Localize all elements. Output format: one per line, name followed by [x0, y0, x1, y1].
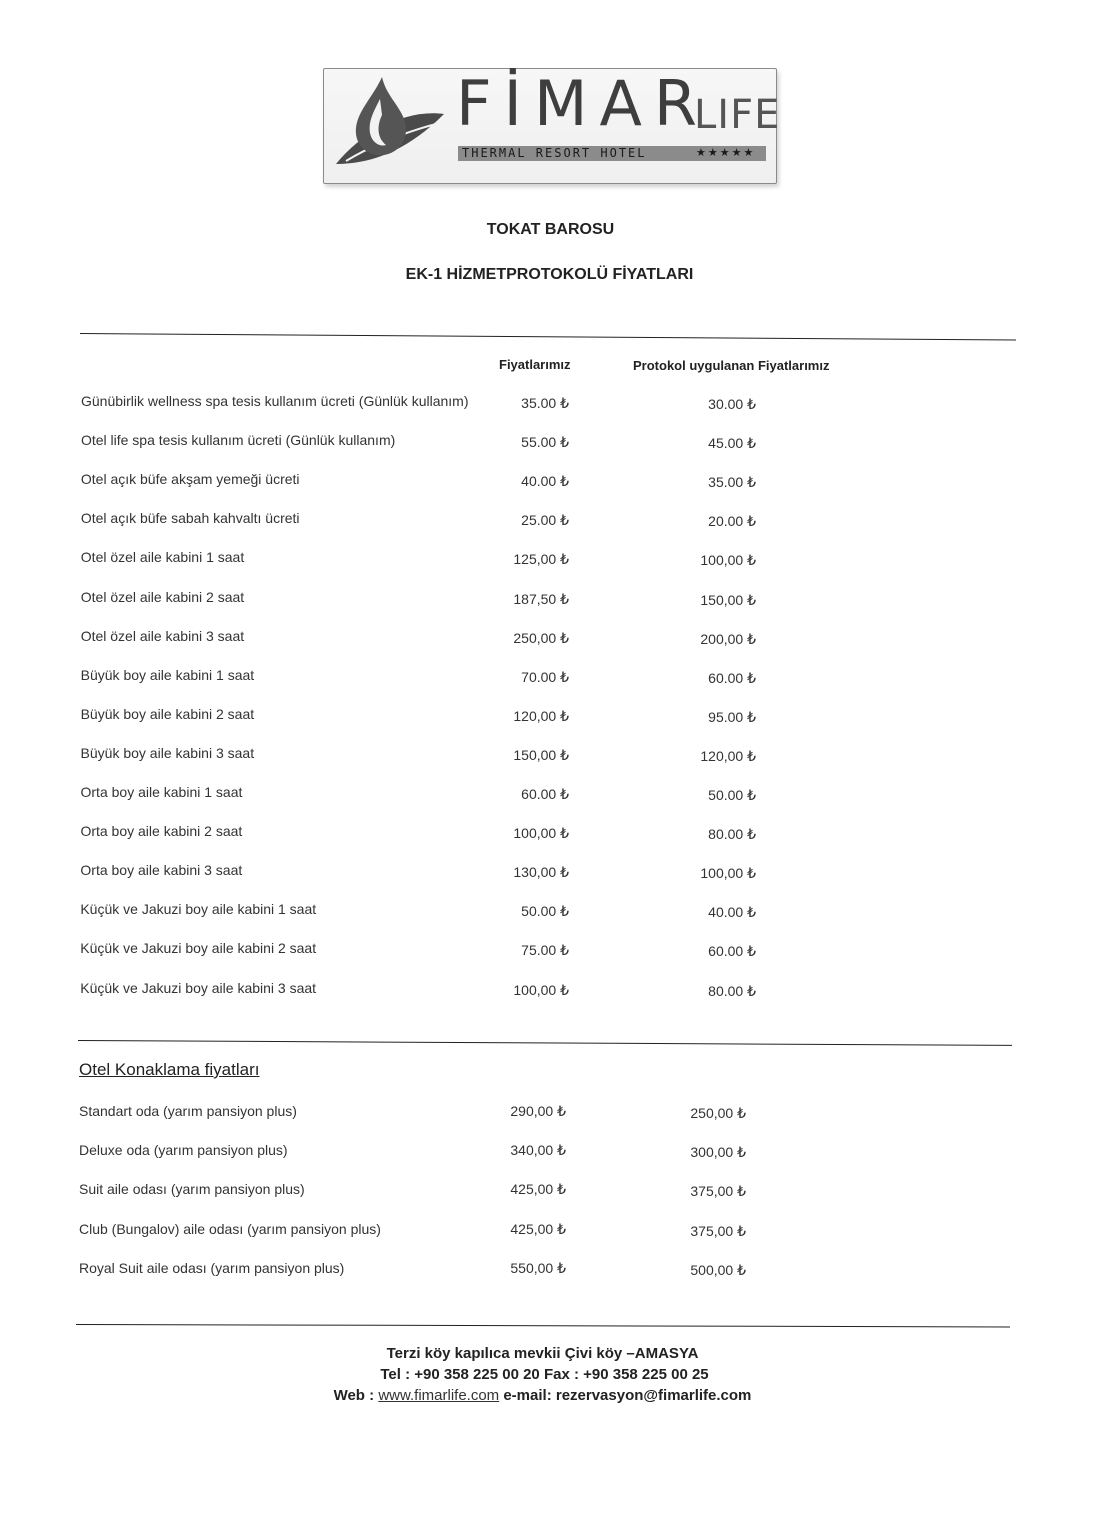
table-row	[0, 784, 1105, 804]
price-cell: 425,00 ₺	[510, 1220, 566, 1237]
column-header-price: Fiyatlarımız	[499, 357, 571, 372]
row-label: Büyük boy aile kabini 3 saat	[80, 744, 255, 761]
row-label: Büyük boy aile kabini 1 saat	[80, 666, 255, 683]
protocol-price-cell: 200,00 ₺	[700, 630, 756, 647]
table-row	[0, 1142, 1105, 1162]
price-cell: 130,00 ₺	[513, 864, 569, 881]
row-label: Küçük ve Jakuzi boy aile kabini 2 saat	[80, 940, 317, 957]
price-cell: 25.00 ₺	[521, 512, 569, 529]
price-cell: 50.00 ₺	[521, 903, 569, 920]
table-row	[0, 862, 1105, 882]
price-cell: 250,00 ₺	[513, 629, 569, 646]
logo-wordmark: FİMAR	[456, 67, 709, 140]
row-label: Otel açık büfe akşam yemeği ücreti	[80, 471, 300, 488]
protocol-price-cell: 300,00 ₺	[690, 1144, 746, 1161]
price-cell: 35.00 ₺	[521, 395, 569, 411]
protocol-price-cell: 120,00 ₺	[700, 747, 756, 764]
footer-web	[0, 1387, 1095, 1404]
protocol-price-cell: 80.00 ₺	[708, 982, 756, 999]
divider-middle	[78, 1040, 1012, 1046]
protocol-price-cell: 150,00 ₺	[700, 591, 756, 608]
website-link[interactable]: www.fimarlife.com	[378, 1387, 500, 1404]
protocol-price-cell: 95.00 ₺	[708, 708, 756, 725]
row-label: Standart oda (yarım pansiyon plus)	[79, 1103, 297, 1119]
row-label: Otel özel aile kabini 1 saat	[80, 549, 245, 566]
protocol-price-cell: 60.00 ₺	[708, 669, 756, 686]
row-label: Otel açık büfe sabah kahvaltı ücreti	[80, 510, 300, 527]
table-row	[0, 471, 1105, 491]
price-cell: 60.00 ₺	[521, 786, 569, 802]
row-label: Club (Bungalov) aile odası (yarım pansiyon plus)	[79, 1220, 381, 1237]
price-cell: 340,00 ₺	[510, 1142, 566, 1159]
hotel-logo	[323, 67, 781, 184]
accommodation-section-title: Otel Konaklama fiyatları	[79, 1060, 260, 1079]
row-label: Otel özel aile kabini 2 saat	[80, 588, 245, 605]
table-row	[0, 393, 1105, 413]
table-row	[0, 1221, 1105, 1241]
price-cell: 100,00 ₺	[513, 981, 569, 998]
footer-web-label: Web :	[333, 1387, 379, 1404]
row-label: Deluxe oda (yarım pansiyon plus)	[79, 1142, 288, 1159]
protocol-price-cell: 80.00 ₺	[708, 826, 756, 843]
divider-top	[80, 333, 1016, 341]
row-label: Orta boy aile kabini 3 saat	[80, 862, 243, 879]
price-cell: 75.00 ₺	[521, 942, 569, 959]
table-row	[0, 589, 1105, 609]
document-title: TOKAT BAROSU	[486, 221, 615, 238]
protocol-price-cell: 40.00 ₺	[708, 904, 756, 921]
logo-life-text: LIFE	[694, 92, 781, 138]
row-label: Otel life spa tesis kullanım ücreti (Günlük kullanım)	[80, 432, 396, 449]
table-row	[0, 823, 1105, 843]
row-label: Büyük boy aile kabini 2 saat	[80, 705, 255, 722]
table-row	[0, 510, 1105, 530]
row-label: Küçük ve Jakuzi boy aile kabini 3 saat	[80, 979, 317, 996]
table-row	[0, 549, 1105, 569]
protocol-price-cell: 20.00 ₺	[708, 513, 756, 530]
table-row	[0, 745, 1105, 765]
row-label: Orta boy aile kabini 2 saat	[80, 823, 243, 840]
logo-stars: ★★★★★	[696, 147, 756, 159]
price-cell: 100,00 ₺	[513, 825, 569, 842]
row-label: Suit aile odası (yarım pansiyon plus)	[79, 1181, 305, 1198]
table-row	[0, 432, 1105, 452]
protocol-price-cell: 250,00 ₺	[690, 1105, 746, 1121]
water-drop-leaf-icon	[324, 69, 454, 183]
price-cell: 70.00 ₺	[521, 668, 569, 685]
protocol-price-cell: 100,00 ₺	[700, 865, 756, 882]
logo-subtitle: THERMAL RESORT HOTEL	[462, 146, 647, 160]
protocol-price-cell: 30.00 ₺	[708, 396, 756, 412]
protocol-price-cell: 500,00 ₺	[690, 1261, 746, 1278]
table-row	[0, 667, 1105, 687]
price-cell: 40.00 ₺	[521, 473, 569, 490]
table-row	[0, 901, 1105, 921]
protocol-price-cell: 50.00 ₺	[708, 787, 756, 803]
footer-email: e-mail: rezervasyon@fimarlife.com	[499, 1387, 752, 1404]
footer-phone: Tel : +90 358 225 00 20 Fax : +90 358 225 00 25	[380, 1366, 709, 1383]
row-label: Orta boy aile kabini 1 saat	[80, 784, 243, 800]
row-label: Otel özel aile kabini 3 saat	[80, 627, 245, 644]
row-label: Küçük ve Jakuzi boy aile kabini 1 saat	[80, 901, 317, 918]
divider-bottom	[76, 1324, 1010, 1327]
price-cell: 120,00 ₺	[513, 707, 569, 724]
footer-address: Terzi köy kapılıca mevkii Çivi köy –AMASYA	[386, 1345, 699, 1362]
protocol-price-cell: 45.00 ₺	[708, 435, 756, 452]
table-row	[0, 940, 1105, 960]
document-subtitle: EK-1 HİZMETPROTOKOLÜ FİYATLARI	[405, 266, 694, 283]
table-row	[0, 1181, 1105, 1201]
protocol-price-cell: 100,00 ₺	[700, 552, 756, 569]
table-row	[0, 1103, 1105, 1123]
price-cell: 425,00 ₺	[510, 1181, 566, 1198]
row-label: Royal Suit aile odası (yarım pansiyon plus)	[79, 1259, 345, 1276]
price-cell: 125,00 ₺	[513, 551, 569, 568]
column-header-protocol: Protokol uygulanan Fiyatlarımız	[633, 358, 830, 373]
protocol-price-cell: 375,00 ₺	[690, 1222, 746, 1239]
protocol-price-cell: 375,00 ₺	[690, 1183, 746, 1200]
table-row	[0, 628, 1105, 648]
price-cell: 550,00 ₺	[510, 1259, 566, 1276]
price-cell: 55.00 ₺	[521, 434, 569, 451]
price-cell: 150,00 ₺	[513, 746, 569, 763]
table-row	[0, 980, 1105, 1000]
row-label: Günübirlik wellness spa tesis kullanım ücreti (Günlük kullanım)	[81, 393, 469, 409]
price-cell: 290,00 ₺	[510, 1103, 566, 1119]
price-cell: 187,50 ₺	[513, 590, 569, 607]
protocol-price-cell: 35.00 ₺	[708, 474, 756, 491]
table-row	[0, 1260, 1105, 1280]
protocol-price-cell: 60.00 ₺	[708, 943, 756, 960]
table-row	[0, 706, 1105, 726]
